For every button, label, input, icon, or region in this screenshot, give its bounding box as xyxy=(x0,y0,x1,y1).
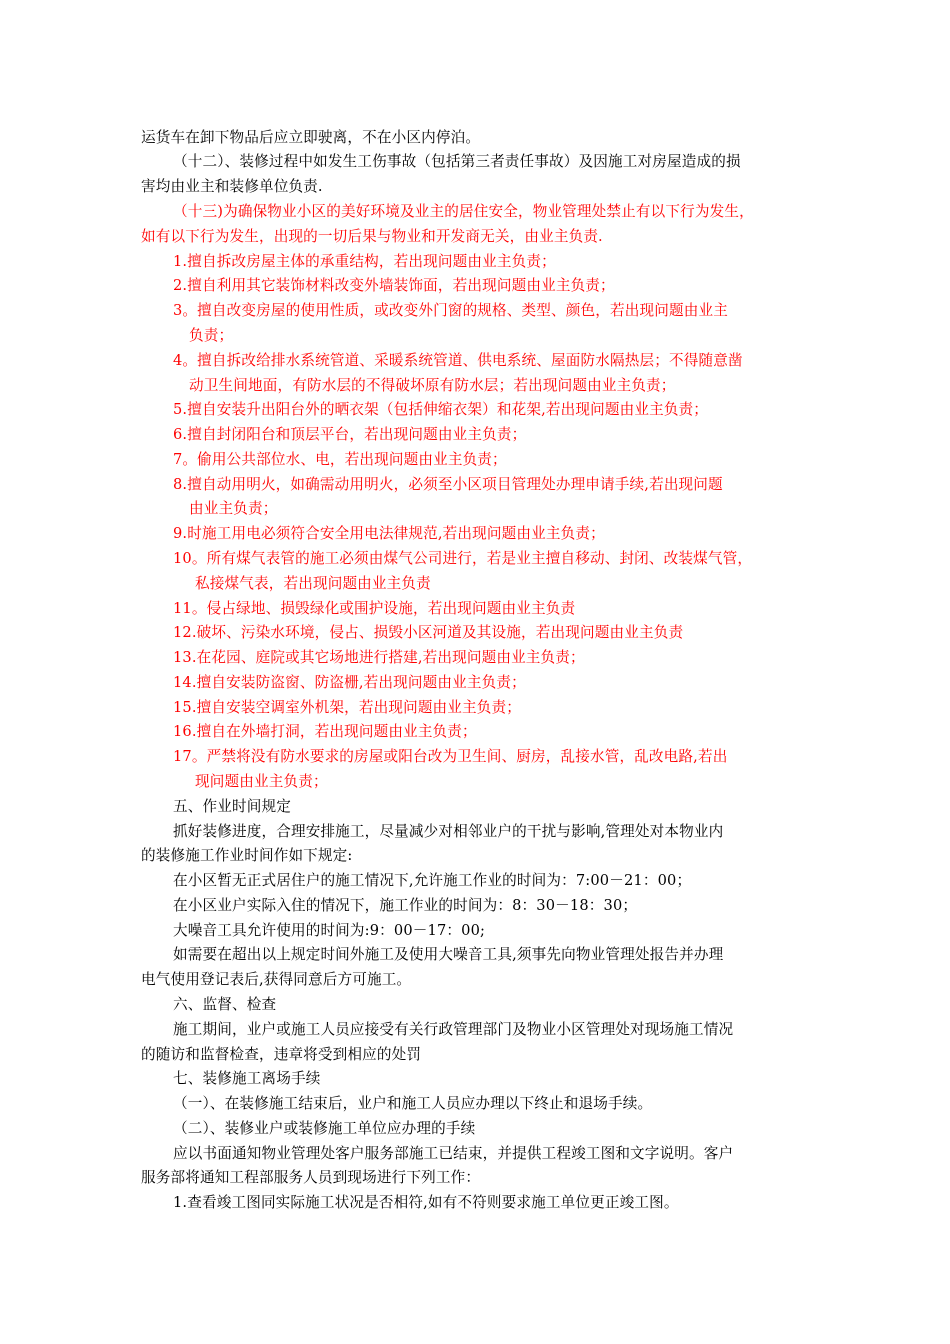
text-line: 如有以下行为发生，出现的一切后果与物业和开发商无关，由业主负责. xyxy=(141,228,603,245)
list-item: 1.擅自拆改房屋主体的承重结构，若出现问题由业主负责； xyxy=(173,253,556,270)
list-item: 3。擅自改变房屋的使用性质，或改变外门窗的规格、类型、颜色，若出现问题由业主 xyxy=(173,302,728,319)
list-item: 8.擅自动用明火，如确需动用明火，必须至小区项目管理处办理申请手续,若出现问题 xyxy=(173,476,723,493)
text-line: 大噪音工具允许使用的时间为:9：00－17：00; xyxy=(173,922,486,939)
list-item: 12.破坏、污染水环境，侵占、损毁小区河道及其设施，若出现问题由业主负责 xyxy=(173,624,684,641)
text-line: 如需要在超出以上规定时间外施工及使用大噪音工具,须事先向物业管理处报告并办理 xyxy=(173,946,724,963)
list-item: 9.时施工用电必须符合安全用电法律规范,若出现问题由业主负责； xyxy=(173,525,605,542)
list-item: 5.擅自安装升出阳台外的晒衣架（包括伸缩衣架）和花架,若出现问题由业主负责； xyxy=(173,401,709,418)
text-line: 的装修施工作业时间作如下规定: xyxy=(141,847,353,864)
text-line: 服务部将通知工程部服务人员到现场进行下列工作： xyxy=(141,1169,481,1186)
list-item: 4。擅自拆改给排水系统管道、采暖系统管道、供电系统、屋面防水隔热层；不得随意凿 xyxy=(173,352,743,369)
section-heading: 七、装修施工离场手续 xyxy=(173,1070,321,1087)
text-line: （十三)为确保物业小区的美好环境及业主的居住安全，物业管理处禁止有以下行为发生， xyxy=(173,203,754,220)
list-item: 15.擅自安装空调室外机架，若出现问题由业主负责； xyxy=(173,699,522,716)
text-line: （一）、在装修施工结束后，业户和施工人员应办理以下终止和退场手续。 xyxy=(173,1095,653,1112)
list-item: 13.在花园、庭院或其它场地进行搭建,若出现问题由业主负责； xyxy=(173,649,585,666)
list-item: 11。侵占绿地、损毁绿化或围护设施，若出现问题由业主负责 xyxy=(173,600,576,617)
text-line: 在小区业户实际入住的情况下，施工作业的时间为：8：30－18：30； xyxy=(173,897,638,914)
list-item: 7。偷用公共部位水、电，若出现问题由业主负责； xyxy=(173,451,507,468)
list-item: 10。所有煤气表管的施工必须由煤气公司进行，若是业主擅自移动、封闭、改装煤气管， xyxy=(173,550,753,567)
list-item: 16.擅自在外墙打洞，若出现问题由业主负责； xyxy=(173,723,477,740)
list-item-continuation: 动卫生间地面，有防水层的不得破坏原有防水层；若出现问题由业主负责； xyxy=(189,377,676,394)
text-line: （二）、装修业户或装修施工单位应办理的手续 xyxy=(173,1120,476,1137)
list-item-continuation: 私接煤气表，若出现问题由业主负责 xyxy=(195,575,431,592)
list-item: 14.擅自安装防盗窗、防盗栅,若出现问题由业主负责； xyxy=(173,674,526,691)
list-item-continuation: 现问题由业主负责； xyxy=(195,773,328,790)
text-line: 在小区暂无正式居住户的施工情况下,允许施工作业的时间为：7:00－21：00； xyxy=(173,872,692,889)
text-line: 施工期间，业户或施工人员应接受有关行政管理部门及物业小区管理处对现场施工情况 xyxy=(173,1021,734,1038)
text-line: 的随访和监督检查，违章将受到相应的处罚 xyxy=(141,1046,422,1063)
section-heading: 五、作业时间规定 xyxy=(173,798,291,815)
text-line: 应以书面通知物业管理处客户服务部施工已结束，并提供工程竣工图和文字说明。客户 xyxy=(173,1145,734,1162)
text-line: 1.查看竣工图同实际施工状况是否相符,如有不符则要求施工单位更正竣工图。 xyxy=(173,1194,679,1211)
text-line: （十二）、装修过程中如发生工伤事故（包括第三者责任事故）及因施工对房屋造成的损 xyxy=(173,153,741,170)
list-item-continuation: 由业主负责； xyxy=(189,500,278,517)
list-item: 17。严禁将没有防水要求的房屋或阳台改为卫生间、厨房，乱接水管，乱改电路,若出 xyxy=(173,748,728,765)
text-line: 电气使用登记表后,获得同意后方可施工。 xyxy=(141,971,412,988)
text-line: 运货车在卸下物品后应立即驶离，不在小区内停泊。 xyxy=(141,129,481,146)
list-item: 6.擅自封闭阳台和顶层平台，若出现问题由业主负责； xyxy=(173,426,527,443)
text-line: 害均由业主和装修单位负责. xyxy=(141,178,323,195)
section-heading: 六、监督、检查 xyxy=(173,996,277,1013)
text-line: 抓好装修进度，合理安排施工，尽量减少对相邻业户的干扰与影响,管理处对本物业内 xyxy=(173,823,724,840)
list-item: 2.擅自利用其它装饰材料改变外墙装饰面，若出现问题由业主负责； xyxy=(173,277,615,294)
list-item-continuation: 负责； xyxy=(189,327,234,344)
